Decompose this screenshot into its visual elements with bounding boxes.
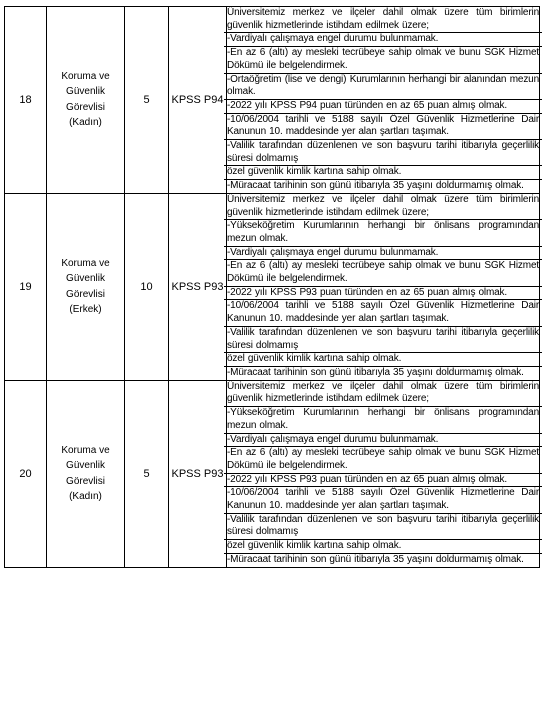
requirements-cell xyxy=(227,193,540,380)
table-row xyxy=(5,193,540,380)
position-title-line: Güvenlik xyxy=(66,86,105,98)
position-title-line: Güvenlik xyxy=(66,273,105,285)
position-count: 5 xyxy=(125,380,169,567)
score-type: KPSS P93 xyxy=(169,193,227,380)
requirement-item: -2022 yılı KPSS P93 puan türünden en az 65 puan almış olmak. xyxy=(224,473,542,487)
requirement-item: -10/06/2004 tarihli ve 5188 sayılı Özel Güvenlik Hizmetlerine Dair Kanunun 10. maddesinde yer alan şartları taşımak. xyxy=(224,486,542,512)
positions-table-body xyxy=(5,7,540,568)
requirement-item: -Valilik tarafından düzenlenen ve son başvuru tarihi itibarıyla geçerlilik süresi dolmamış xyxy=(224,139,542,165)
requirement-item: Üniversitemiz merkez ve ilçeler dahil olmak üzere tüm birimlerin güvenlik hizmetlerinde istihdam edilmek üzere; xyxy=(227,380,539,405)
position-count: 5 xyxy=(125,7,169,194)
requirement-item: -Yükseköğretim Kurumlarının herhangi bir önlisans programından mezun olmak. xyxy=(224,219,542,245)
position-title-line: Görevlisi xyxy=(66,475,105,487)
position-title xyxy=(47,7,125,194)
requirement-item: -Vardiyalı çalışmaya engel durumu bulunmamak. xyxy=(224,433,542,447)
position-title-line: (Erkek) xyxy=(69,304,102,316)
requirement-item: -Valilik tarafından düzenlenen ve son başvuru tarihi itibarıyla geçerlilik süresi dolmamış xyxy=(224,513,542,539)
requirement-item: özel güvenlik kimlik kartına sahip olmak. xyxy=(224,165,542,179)
requirement-item: -Vardiyalı çalışmaya engel durumu bulunmamak. xyxy=(224,246,542,260)
position-title-line: Görevlisi xyxy=(66,288,105,300)
requirement-item: -Yükseköğretim Kurumlarının herhangi bir önlisans programından mezun olmak. xyxy=(224,406,542,432)
requirement-item: -Müracaat tarihinin son günü itibarıyla 35 yaşını doldurmamış olmak. xyxy=(224,553,542,567)
position-title-line: (Kadın) xyxy=(69,117,102,129)
requirement-item: -Ortaöğretim (lise ve dengi) Kurumlarının herhangi bir alanından mezun olmak. xyxy=(224,73,542,99)
position-title-line: Koruma ve xyxy=(61,70,110,82)
requirement-item: -10/06/2004 tarihli ve 5188 sayılı Özel Güvenlik Hizmetlerine Dair Kanunun 10. maddesinde yer alan şartları taşımak. xyxy=(224,299,542,325)
row-number: 19 xyxy=(5,193,47,380)
position-title-line: Koruma ve xyxy=(61,257,110,269)
requirements-cell xyxy=(227,7,540,194)
table-row xyxy=(5,7,540,194)
position-title xyxy=(47,380,125,567)
requirement-item: özel güvenlik kimlik kartına sahip olmak. xyxy=(224,539,542,553)
row-number: 20 xyxy=(5,380,47,567)
positions-table xyxy=(4,6,540,568)
requirement-item: -Vardiyalı çalışmaya engel durumu bulunmamak. xyxy=(224,32,542,46)
position-title-line: Koruma ve xyxy=(61,444,110,456)
requirement-item: -10/06/2004 tarihli ve 5188 sayılı Özel Güvenlik Hizmetlerine Dair Kanunun 10. maddesinde yer alan şartları taşımak. xyxy=(224,113,542,139)
score-type: KPSS P94 xyxy=(169,7,227,194)
position-title-line: Görevlisi xyxy=(66,101,105,113)
position-title-line: (Kadın) xyxy=(69,491,102,503)
requirement-item: -2022 yılı KPSS P94 puan türünden en az 65 puan almış olmak. xyxy=(224,99,542,113)
position-count: 10 xyxy=(125,193,169,380)
requirement-item: -En az 6 (altı) ay mesleki tecrübeye sahip olmak ve bunu SGK Hizmet Dökümü ile belgelendirmek. xyxy=(224,446,542,472)
requirement-item: -En az 6 (altı) ay mesleki tecrübeye sahip olmak ve bunu SGK Hizmet Dökümü ile belgelendirmek. xyxy=(224,46,542,72)
row-number: 18 xyxy=(5,7,47,194)
requirement-item: -Valilik tarafından düzenlenen ve son başvuru tarihi itibarıyla geçerlilik süresi dolmamış xyxy=(224,326,542,352)
requirements-cell xyxy=(227,380,540,567)
requirement-item: özel güvenlik kimlik kartına sahip olmak. xyxy=(224,352,542,366)
requirement-item: -Müracaat tarihinin son günü itibarıyla 35 yaşını doldurmamış olmak. xyxy=(224,366,542,380)
score-type: KPSS P93 xyxy=(169,380,227,567)
requirement-item: Üniversitemiz merkez ve ilçeler dahil olmak üzere tüm birimlerin güvenlik hizmetlerinde istihdam edilmek üzere; xyxy=(227,7,539,31)
requirement-item: Üniversitemiz merkez ve ilçeler dahil olmak üzere tüm birimlerin güvenlik hizmetlerinde istihdam edilmek üzere; xyxy=(227,193,539,218)
requirement-item: -En az 6 (altı) ay mesleki tecrübeye sahip olmak ve bunu SGK Hizmet Dökümü ile belgelendirmek. xyxy=(224,259,542,285)
requirement-item: -Müracaat tarihinin son günü itibarıyla 35 yaşını doldurmamış olmak. xyxy=(224,179,542,193)
position-title-line: Güvenlik xyxy=(66,460,105,472)
requirement-item: -2022 yılı KPSS P93 puan türünden en az 65 puan almış olmak. xyxy=(224,286,542,300)
table-row xyxy=(5,380,540,567)
position-title xyxy=(47,193,125,380)
